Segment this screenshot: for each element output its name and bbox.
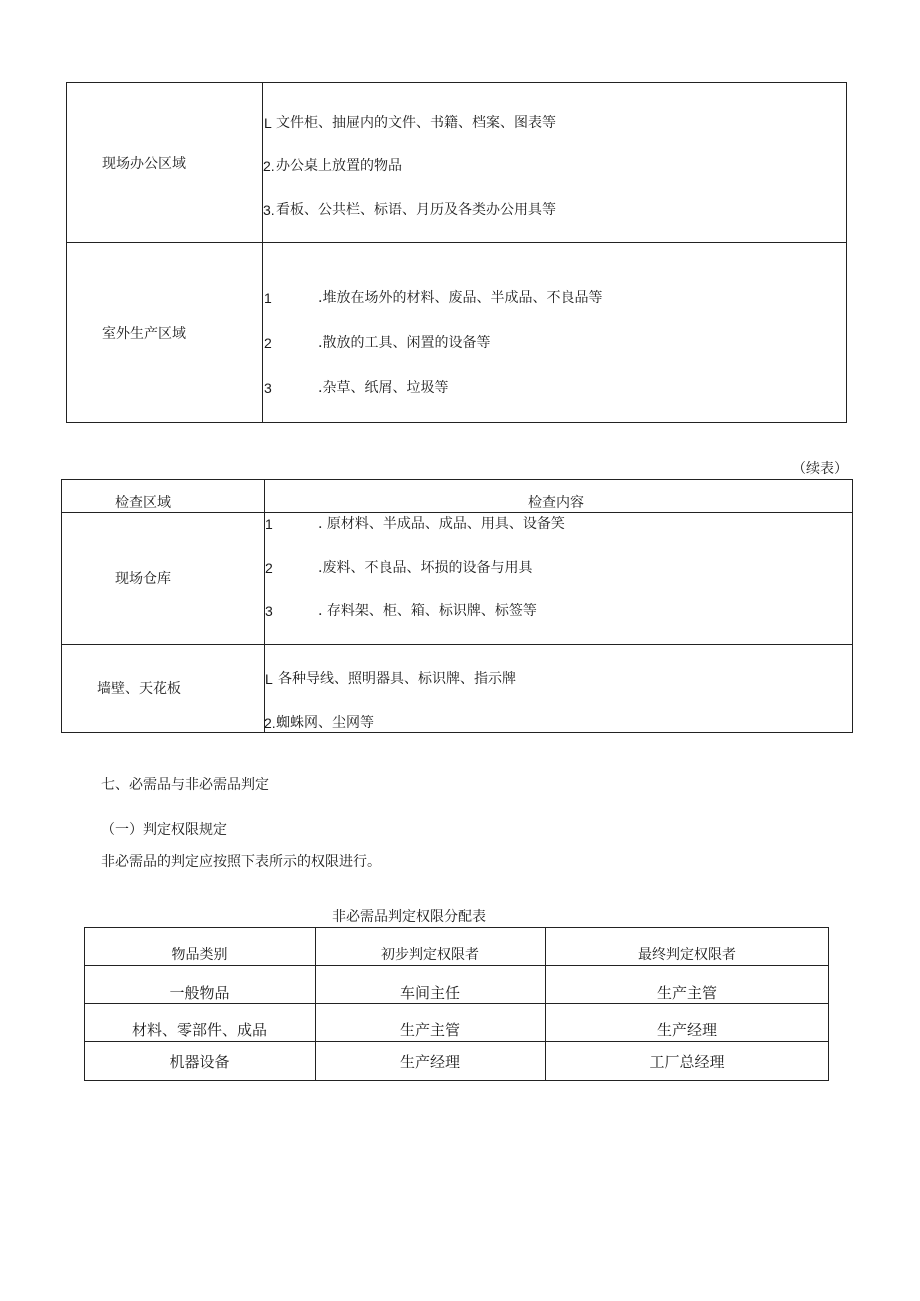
table-3-row-divider-2 xyxy=(84,1003,829,1004)
table-3-header-final: 最终判定权限者 xyxy=(638,947,736,963)
table-2-row-1-item-1-text: . 原材料、半成品、成品、用具、设备笑 xyxy=(318,516,565,532)
table-1-row-1-item-3-num: 3. xyxy=(263,202,275,218)
table-1 xyxy=(66,82,847,423)
table-1-row-2-item-3-text: .杂草、纸屑、垃圾等 xyxy=(318,380,449,396)
table-3-row-1-final: 生产主管 xyxy=(656,984,717,1002)
table-1-row-2-item-3-num: 3 xyxy=(264,380,272,396)
section-heading: 七、必需品与非必需品判定 xyxy=(101,777,269,793)
table-2-row-1-item-3-text: . 存料架、柜、箱、标识牌、标签等 xyxy=(318,603,537,619)
table-2-row-1-item-2-text: .废料、不良品、坏损的设备与用具 xyxy=(318,560,533,576)
table-2-row-2-item-2-num: 2. xyxy=(264,715,276,731)
continued-label: （续表） xyxy=(792,461,848,477)
table-1-row-1-item-3-text: 看板、公共栏、标语、月历及各类办公用具等 xyxy=(276,202,556,218)
table-3-row-2-final: 生产经理 xyxy=(656,1021,717,1039)
table-1-row-2-area: 室外生产区域 xyxy=(102,326,186,342)
table-3-row-3-category: 机器设备 xyxy=(169,1053,230,1071)
table-1-row-2-item-1-text: .堆放在场外的材料、废品、半成品、不良品等 xyxy=(318,290,603,306)
table-3-row-3-initial: 生产经理 xyxy=(399,1053,460,1071)
table-2-row-2-area: 墙壁、天花板 xyxy=(97,681,181,697)
table-2-header-content: 检查内容 xyxy=(528,495,584,511)
table-1-row-2-item-2-text: .散放的工具、闲置的设备等 xyxy=(318,335,491,351)
table-3-header-category: 物品类别 xyxy=(171,947,228,963)
table-2-row-2-item-1-num: L xyxy=(265,671,273,687)
table-3-row-3-final: 工厂总经理 xyxy=(649,1053,725,1071)
table-2-header-divider xyxy=(61,512,853,513)
table-1-row-1-area: 现场办公区域 xyxy=(102,156,186,172)
section-paragraph: 非必需品的判定应按照下表所示的权限进行。 xyxy=(101,854,381,870)
table-3-row-2-category: 材料、零部件、成品 xyxy=(131,1021,267,1039)
table-1-row-divider xyxy=(66,242,847,243)
table-3-title: 非必需品判定权限分配表 xyxy=(332,909,486,925)
table-3-row-divider-1 xyxy=(84,965,829,966)
table-1-row-2-item-1-num: 1 xyxy=(264,290,272,306)
table-3-row-divider-3 xyxy=(84,1041,829,1042)
table-1-row-1-item-1-text: 文件柜、抽屉内的文件、书籍、档案、图表等 xyxy=(276,115,556,131)
table-2-row-2-item-1-text: 各种导线、照明器具、标识牌、指示牌 xyxy=(278,671,516,687)
section-subheading: （一）判定权限规定 xyxy=(101,822,227,838)
table-2-row-1-item-1-num: 1 xyxy=(265,516,273,532)
table-3-row-1-category: 一般物品 xyxy=(169,984,230,1002)
table-1-row-1-item-1-num: L xyxy=(264,115,272,131)
table-2-row-1-item-3-num: 3 xyxy=(265,603,273,619)
table-3-row-2-initial: 生产主管 xyxy=(399,1021,460,1039)
table-1-row-1-item-2-text: 办公桌上放置的物品 xyxy=(276,158,402,174)
table-2-row-divider xyxy=(61,644,853,645)
table-2-row-2-item-2-text: 蜘蛛网、尘网等 xyxy=(276,715,374,731)
table-3-row-1-initial: 车间主任 xyxy=(399,984,460,1002)
table-1-row-1-item-2-num: 2. xyxy=(263,158,275,174)
table-3-header-initial: 初步判定权限者 xyxy=(381,947,479,963)
table-1-row-2-item-2-num: 2 xyxy=(264,335,272,351)
table-2-row-1-area: 现场仓库 xyxy=(115,571,171,587)
table-1-column-divider xyxy=(262,82,263,423)
table-2-row-1-item-2-num: 2 xyxy=(265,560,273,576)
table-2-header-area: 检查区域 xyxy=(115,495,171,511)
